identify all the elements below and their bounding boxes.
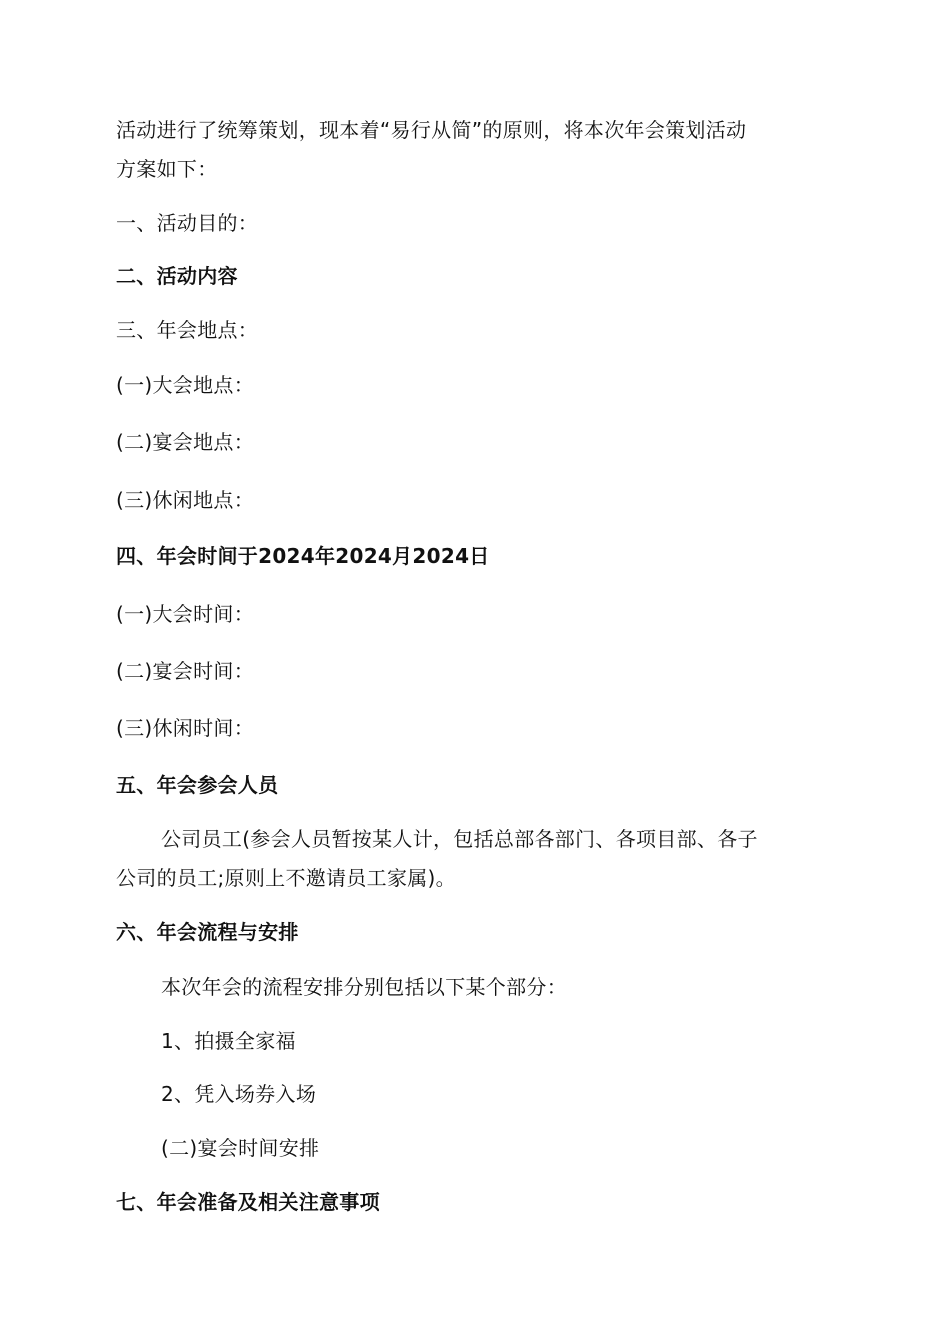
intro-paragraph-line-1: 活动进行了统筹策划，现本着“易行从简”的原则，将本次年会策划活动 (116, 118, 747, 142)
section-heading-preparation: 七、年会准备及相关注意事项 (116, 1190, 380, 1214)
subitem-meeting-time: (一)大会时间： (116, 602, 255, 626)
subitem-leisure-location: (三)休闲地点： (116, 488, 255, 512)
subitem-banquet-time: (二)宴会时间： (116, 659, 255, 683)
section-heading-location: 三、年会地点： (116, 318, 259, 342)
section-heading-purpose: 一、活动目的： (116, 211, 259, 235)
process-item-banquet-schedule: (二)宴会时间安排 (161, 1136, 320, 1160)
subitem-leisure-time: (三)休闲时间： (116, 716, 255, 740)
section-heading-time: 四、年会时间于2024年2024月2024日 (116, 544, 490, 568)
subitem-banquet-location: (二)宴会地点： (116, 430, 255, 454)
attendees-paragraph-line-1: 公司员工(参会人员暂按某人计，包括总部各部门、各项目部、各子 (161, 827, 758, 851)
section-heading-attendees: 五、年会参会人员 (116, 773, 279, 797)
section-heading-process: 六、年会流程与安排 (116, 920, 299, 944)
process-item-family-photo: 1、拍摄全家福 (161, 1029, 296, 1053)
intro-paragraph-line-2: 方案如下： (116, 157, 218, 181)
process-paragraph: 本次年会的流程安排分别包括以下某个部分： (161, 975, 567, 999)
attendees-paragraph-line-2: 公司的员工;原则上不邀请员工家属)。 (116, 866, 456, 890)
section-heading-content: 二、活动内容 (116, 264, 238, 288)
process-item-ticket-entry: 2、凭入场券入场 (161, 1082, 317, 1106)
subitem-meeting-location: (一)大会地点： (116, 373, 255, 397)
